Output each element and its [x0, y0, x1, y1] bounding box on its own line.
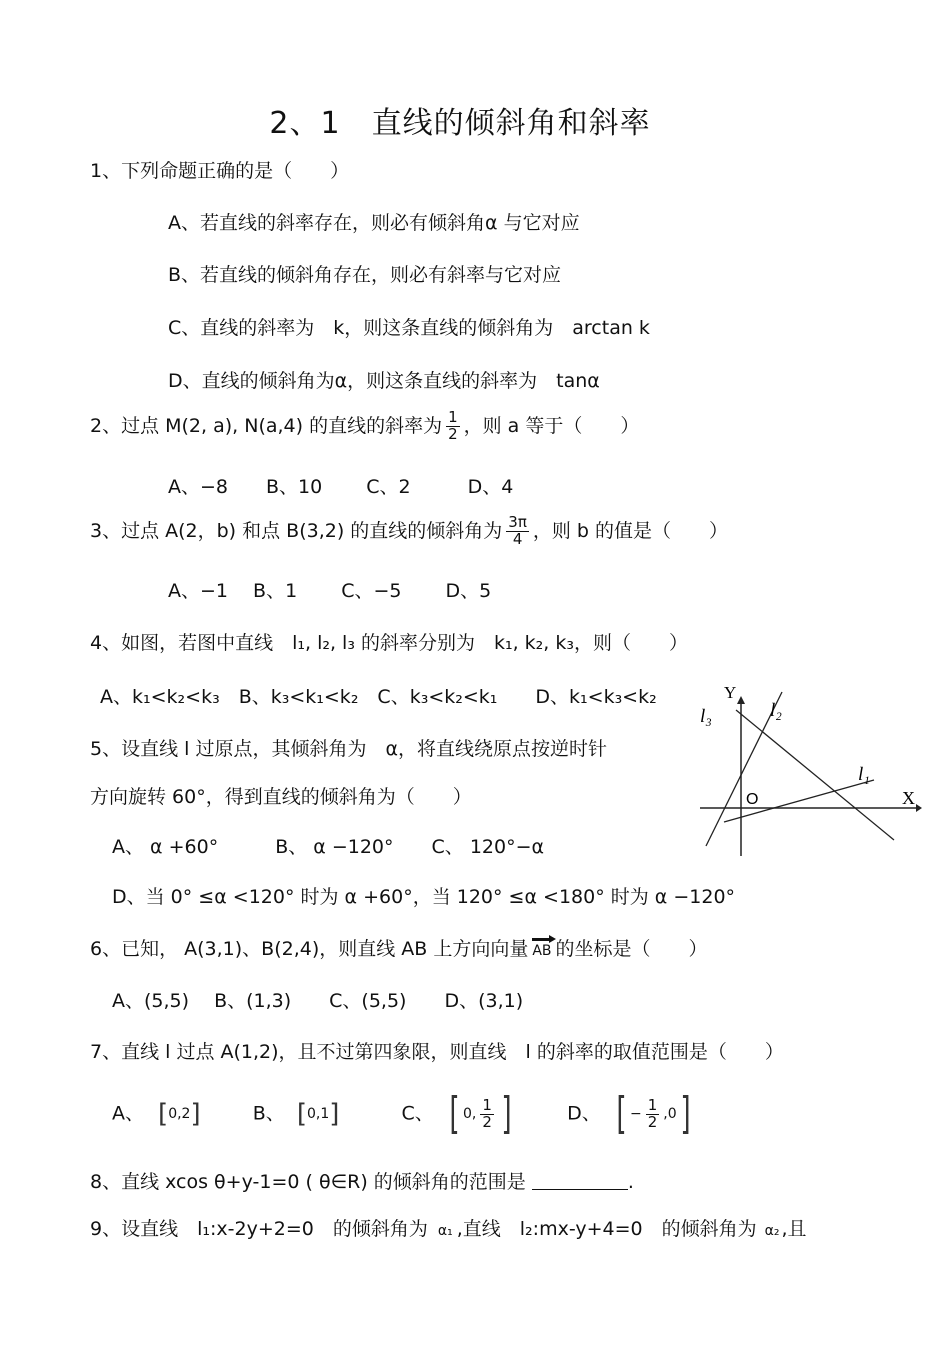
q8-stem-post: .	[627, 1171, 634, 1193]
q7-option-c-interval: [ 0, $\frac{1}{2}$ ]	[449, 1088, 512, 1139]
q1-stem: 1、下列命题正确的是（ ）	[90, 160, 350, 182]
q4-stem: 4、如图，若图中直线 l₁, l₂, l₃ 的斜率分别为 k₁, k₂, k₃，则（ ）	[90, 632, 688, 654]
q2-stem-pre: 2、过点 M(2, a), N(a,4) 的直线的斜率为	[90, 414, 443, 437]
q7-option-d-pre: −	[630, 1106, 642, 1122]
y-axis-label: Y	[724, 684, 737, 702]
q5-option-d: D、当 0° ≤α <120° 时为 α +60°，当 120° ≤α <180° 时为 α −120°	[112, 886, 736, 908]
q8-stem-pre: 8、直线 xcos θ+y-1=0 ( θ∈R) 的倾斜角的范围是	[90, 1171, 526, 1193]
q7-option-b-value: 0,1	[306, 1106, 330, 1122]
l1-label: l₁	[858, 764, 870, 785]
y-axis-arrow	[737, 696, 745, 704]
q8-stem	[90, 1171, 634, 1192]
q7-option-c-num: 1	[482, 1095, 492, 1114]
lines-figure	[694, 684, 924, 862]
q9-stem	[90, 1220, 807, 1239]
q1-option-c: C、直线的斜率为 k，则这条直线的倾斜角为 arctan k	[168, 317, 650, 339]
q6-stem-post: 的坐标是（ ）	[555, 938, 708, 960]
q3-options: A、−1 B、1 C、−5 D、5	[168, 580, 492, 602]
q4-options: A、k₁<k₂<k₃ B、k₃<k₁<k₂ C、k₃<k₂<k₁ D、k₁<k₃<k₂	[100, 686, 657, 708]
q3-fraction	[506, 515, 529, 548]
x-axis-label: X	[902, 788, 915, 808]
q7-option-a-label: A、	[112, 1102, 144, 1125]
q2-stem-post: ，则 a 等于（ ）	[463, 414, 640, 437]
q7-option-c-pre: 0,	[462, 1106, 477, 1122]
q6-vector-ab: AB	[532, 938, 551, 958]
q7-option-a-value: 0,2	[168, 1106, 191, 1122]
q7-stem: 7、直线 l 过点 A(1,2)，且不过第四象限，则直线 l 的斜率的取值范围是（ ）	[90, 1041, 784, 1063]
q8-answer-blank[interactable]	[532, 1171, 628, 1190]
x-axis-arrow	[916, 804, 922, 812]
l3-label: l₃	[700, 706, 712, 727]
q2-options: A、−8 B、10 C、2 D、4	[168, 476, 514, 498]
q2-frac-den: 2	[448, 424, 458, 443]
q3-stem	[90, 515, 728, 548]
q7-options	[112, 1088, 694, 1139]
origin-label: O	[746, 791, 759, 808]
q5-line2: 方向旋转 60°，得到直线的倾斜角为（ ）	[90, 786, 472, 808]
q3-frac-num: 3π	[508, 513, 527, 531]
q7-option-a-interval: [ 0,2 ]	[158, 1099, 201, 1129]
q2-stem	[90, 410, 639, 443]
q2-frac-num: 1	[448, 408, 458, 426]
q1-option-a: A、若直线的斜率存在，则必有倾斜角α 与它对应	[168, 212, 580, 234]
line-l3	[736, 710, 894, 840]
q9-alpha1: α₁	[437, 1223, 453, 1239]
q9-stem-b: ,直线 l₂:mx-y+4=0 的倾斜角为	[456, 1218, 757, 1240]
q7-option-c-label: C、	[401, 1102, 434, 1125]
q7-option-d-den: 2	[647, 1112, 658, 1131]
q9-stem-a: 9、设直线 l₁:x-2y+2=0 的倾斜角为	[90, 1218, 428, 1240]
q7-option-d-interval: [ − $\frac{1}{2}$ ,0 ]	[616, 1088, 691, 1139]
l2-label: l₂	[770, 700, 782, 721]
q5-line1: 5、设直线 l 过原点，其倾斜角为 α，将直线绕原点按逆时针	[90, 738, 607, 760]
q6-stem-pre: 6、已知， A(3,1)、B(2,4)，则直线 AB 上方向向量	[90, 938, 529, 960]
q3-stem-pre: 3、过点 A(2，b) 和点 B(3,2) 的直线的倾斜角为	[90, 519, 503, 542]
q7-option-d-num: 1	[647, 1095, 658, 1114]
q1-option-d: D、直线的倾斜角为α，则这条直线的斜率为 tanα	[168, 370, 600, 392]
q5-options-abc: A、 α +60° B、 α −120° C、 120°−α	[112, 836, 545, 858]
q9-stem-c: ,且	[781, 1218, 807, 1240]
q6-stem	[90, 938, 708, 959]
q7-option-b-interval: [ 0,1 ]	[296, 1099, 340, 1129]
q1-option-b: B、若直线的倾斜角存在，则必有斜率与它对应	[168, 264, 562, 286]
q7-option-d-post: ,0	[663, 1106, 677, 1122]
q3-frac-den: 4	[512, 529, 523, 548]
q7-option-b-label: B、	[252, 1102, 285, 1125]
q3-stem-post: ，则 b 的值是（ ）	[532, 519, 729, 542]
page-title: 2、1 直线的倾斜角和斜率	[269, 106, 651, 141]
q7-option-c-den: 2	[482, 1112, 492, 1131]
q7-option-d-label: D、	[567, 1102, 601, 1125]
q2-fraction	[446, 410, 460, 443]
q6-options: A、(5,5) B、(1,3) C、(5,5) D、(3,1)	[112, 990, 524, 1012]
q9-alpha2: α₂	[764, 1223, 780, 1239]
